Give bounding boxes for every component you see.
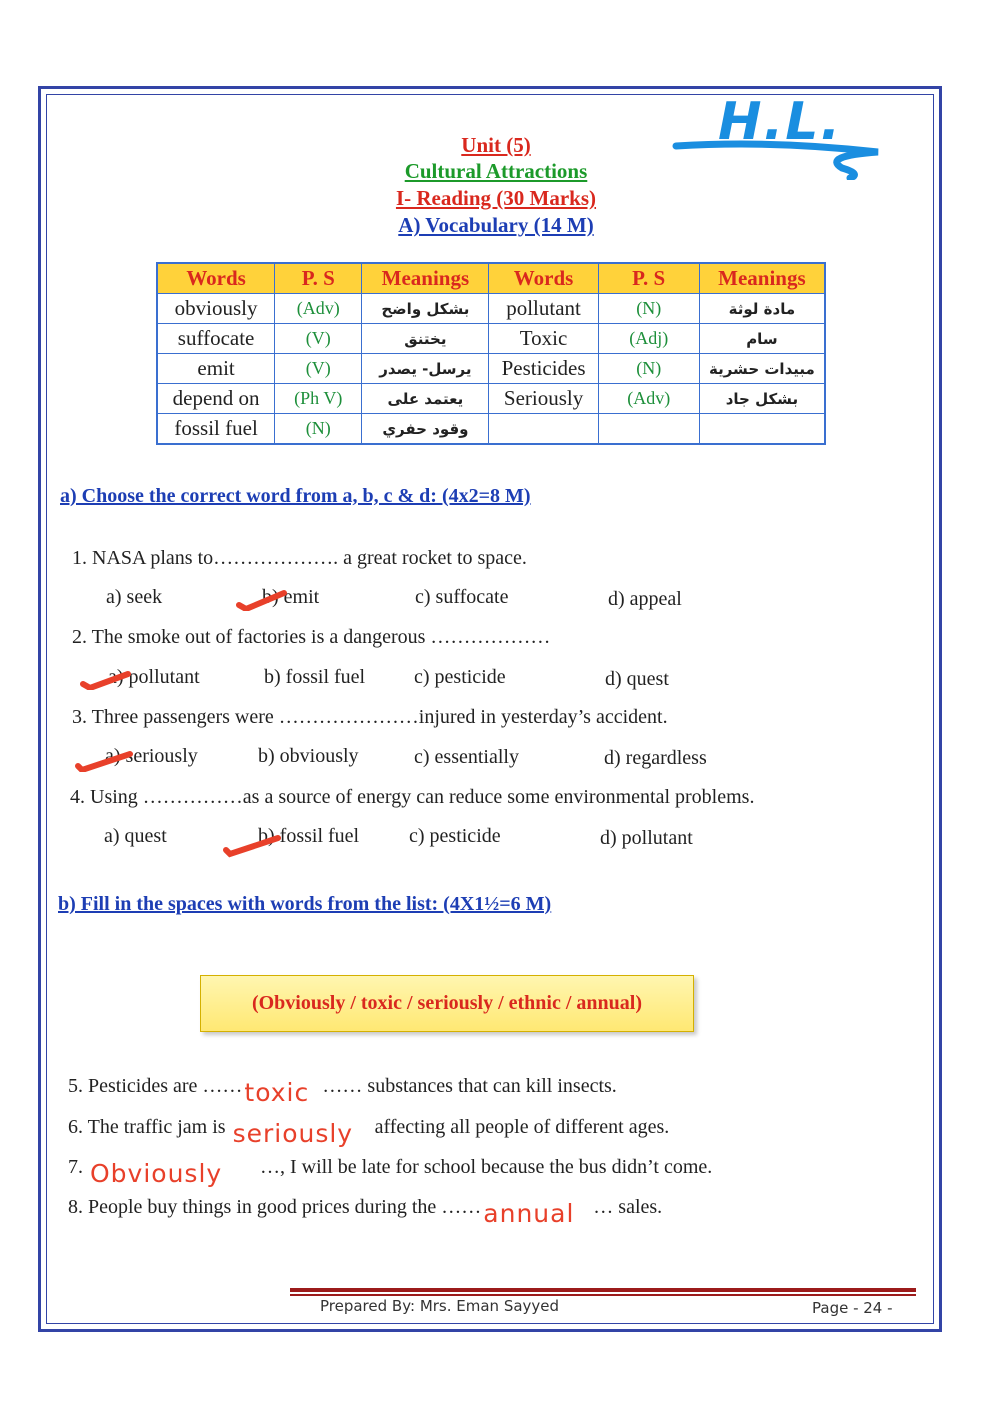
word-list: (Obviously / toxic / seriously / ethnic / annual): [251, 992, 643, 1014]
word-cell: depend on: [157, 384, 275, 414]
q4-option-d[interactable]: d) pollutant: [600, 827, 693, 849]
q3-option-c[interactable]: c) essentially: [414, 746, 519, 768]
meaning-cell: مادة لوثة: [699, 294, 825, 324]
column-header: Words: [157, 263, 275, 294]
column-header: Meanings: [699, 263, 825, 294]
q1-option-b[interactable]: b) emit: [262, 586, 320, 608]
sentence-text-before: 7.: [68, 1156, 88, 1178]
word-cell: suffocate: [157, 324, 275, 354]
part-a-title: a) Choose the correct word from a, b, c & d: (4x2=8 M): [60, 485, 531, 507]
handwritten-answer[interactable]: Obviously: [90, 1159, 223, 1188]
part-of-speech-cell: (Adj): [598, 324, 699, 354]
handwritten-answer[interactable]: seriously: [232, 1119, 354, 1148]
word-cell: Seriously: [489, 384, 598, 414]
part-of-speech-cell: (N): [598, 294, 699, 324]
sentence-6: [68, 1116, 670, 1148]
subsection-title: A) Vocabulary (14 M): [398, 213, 594, 237]
word-cell: Toxic: [489, 324, 598, 354]
column-header: P. S: [598, 263, 699, 294]
page-number: Page - 24 -: [812, 1299, 893, 1317]
meaning-cell: يعتمد على: [362, 384, 489, 414]
q2-option-c[interactable]: c) pesticide: [414, 666, 506, 688]
column-header: Words: [489, 263, 598, 294]
meaning-cell: بشكل جاد: [699, 384, 825, 414]
table-row: [157, 384, 825, 414]
q2-option-d[interactable]: d) quest: [605, 668, 669, 690]
column-header: Meanings: [362, 263, 489, 294]
part-of-speech-cell: (N): [275, 414, 362, 445]
checkmark-icon: [80, 668, 132, 690]
checkmark-icon: [236, 589, 288, 611]
sentence-text-after: …, I will be late for school because the bus didn’t come.: [260, 1156, 713, 1178]
word-cell: [489, 414, 598, 445]
sentence-5: [68, 1075, 617, 1107]
handwritten-answer[interactable]: toxic: [244, 1078, 310, 1107]
meaning-cell: يختنق: [362, 324, 489, 354]
meaning-cell: وقود حفري: [362, 414, 489, 445]
section-title: I- Reading (30 Marks): [395, 186, 597, 210]
table-row: [157, 294, 825, 324]
topic-title: Cultural Attractions: [404, 159, 588, 183]
question-2-stem: 2. The smoke out of factories is a dangerous ………………: [72, 626, 551, 648]
handwritten-answer[interactable]: annual: [483, 1199, 575, 1228]
table-row: [157, 324, 825, 354]
meaning-cell: يرسل- يصدر: [362, 354, 489, 384]
checkmark-icon: [74, 748, 134, 772]
word-cell: emit: [157, 354, 275, 384]
part-of-speech-cell: (V): [275, 354, 362, 384]
part-of-speech-cell: (N): [598, 354, 699, 384]
sentence-text-before: 5. Pesticides are ……: [68, 1075, 243, 1097]
q3-option-a[interactable]: a) seriously: [105, 745, 198, 767]
part-of-speech-cell: (V): [275, 324, 362, 354]
q1-option-a[interactable]: a) seek: [106, 586, 163, 608]
meaning-cell: [699, 414, 825, 445]
q1-option-c[interactable]: c) suffocate: [415, 586, 509, 608]
sentence-7: [68, 1156, 713, 1188]
sentence-text-after: affecting all people of different ages.: [374, 1116, 670, 1138]
word-cell: fossil fuel: [157, 414, 275, 445]
q4-option-a[interactable]: a) quest: [104, 825, 167, 847]
word-cell: pollutant: [489, 294, 598, 324]
question-3-stem: 3. Three passengers were …………………injured in yesterday’s accident.: [72, 706, 668, 728]
unit-title: Unit (5): [461, 133, 531, 157]
footer-divider: [290, 1294, 916, 1296]
footer-divider: [290, 1288, 916, 1292]
handwritten-initials: H.L.: [718, 92, 843, 152]
meaning-cell: بشكل واضح: [362, 294, 489, 324]
q3-option-b[interactable]: b) obviously: [258, 745, 359, 767]
word-list-box: [200, 975, 694, 1032]
table-row: [157, 414, 825, 445]
sentence-text-after: … sales.: [593, 1196, 663, 1218]
sentence-text-before: 8. People buy things in good prices during the ……: [68, 1196, 482, 1218]
part-of-speech-cell: (Adv): [598, 384, 699, 414]
table-header-row: [157, 263, 825, 294]
sentence-text-after: …… substances that can kill insects.: [322, 1075, 617, 1097]
q3-option-d[interactable]: d) regardless: [604, 747, 707, 769]
part-of-speech-cell: (Ph V): [275, 384, 362, 414]
q4-option-b[interactable]: b) fossil fuel: [258, 825, 360, 847]
meaning-cell: مبيدات حشرية: [699, 354, 825, 384]
part-of-speech-cell: [598, 414, 699, 445]
sentence-text-before: 6. The traffic jam is: [68, 1116, 231, 1138]
question-4-stem: 4. Using ……………as a source of energy can reduce some environmental problems.: [70, 786, 755, 808]
q2-option-a[interactable]: a) pollutant: [108, 666, 200, 688]
part-b-title: b) Fill in the spaces with words from the list: (4X1½=6 M): [58, 893, 552, 915]
word-cell: obviously: [157, 294, 275, 324]
part-of-speech-cell: (Adv): [275, 294, 362, 324]
question-1-stem: 1. NASA plans to………………. a great rocket to space.: [72, 547, 527, 569]
sentence-8: [68, 1196, 663, 1228]
footer-author: Prepared By: Mrs. Eman Sayyed: [320, 1297, 560, 1315]
vocabulary-table: [156, 262, 826, 445]
q4-option-c[interactable]: c) pesticide: [409, 825, 501, 847]
q2-option-b[interactable]: b) fossil fuel: [264, 666, 366, 688]
q1-option-d[interactable]: d) appeal: [608, 588, 682, 610]
checkmark-icon: [222, 830, 282, 858]
meaning-cell: سام: [699, 324, 825, 354]
word-cell: Pesticides: [489, 354, 598, 384]
table-row: [157, 354, 825, 384]
column-header: P. S: [275, 263, 362, 294]
